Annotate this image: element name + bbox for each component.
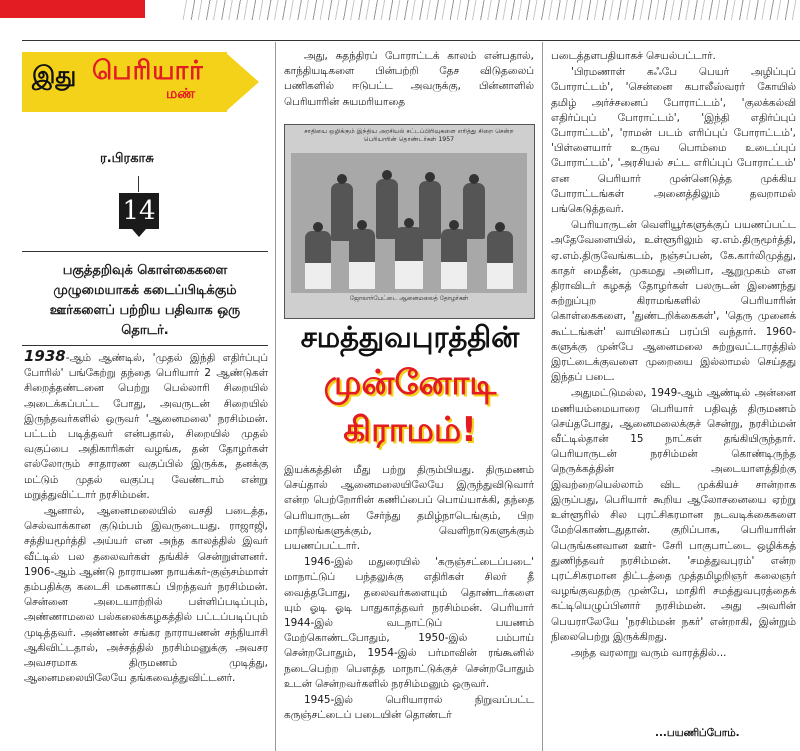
photo-caption-bottom: ஜோலார்பேட்டை ஆனைமலைத் தோழர்கள் [349,295,469,302]
paragraph: அந்த வரலாறு வரும் வாரத்தில்... [571,646,727,659]
paragraph: பெரியாருடன் வெளியூர்களுக்குப் பயணப்பட்ட அதேவேளையில், உள்ளூரிலும் ஏ.எம்.திருமூர்த்தி, ஏ.எம்.திருவேங்கடம், நஞ்சப்பன், கே.கார்லிமுத்து, காதர் மைதீன், முகமது அனிபா, ஆறுமுகம் என திராவிடர் கழகத் தோழர்கள் பலருடன் இணைந்து சுற்றுப்புற கிராமங்களில் பெரியாரின் கொள்கைகளை, 'துண்டறிக்கைகள்', 'தெரு முனைக் கூட்டங்கள்' வாயிலாகப் பரப்பி வந்தார். 1960-களுக்கு முன்பே ஆனைமலை சுற்றுவட்டாரத்தில் இரட்டைக்குவளை முறையை இல்லாமல் செய்தது இந்தப் படை. [551,219,796,384]
person-figure [349,229,375,289]
paragraph: ஆனால், ஆனைமலையில் வசதி படைத்த, செல்வாக்கான குடும்பம் இவருடையது. ராஜாஜி, சத்தியமூர்த்தி அய்யர் என அந்த காலத்தில் இவர் வீட்டில் பல தலைவர்கள் தங்கிச் சென்றுள்ளனர். 1906-ஆம் ஆண்டு நாராயண நாயக்கர்-குஞ்சம்மாள் தம்பதிக்கு கடைசி மகனாகப் பிறந்தவர் நரசிம்மன். சென்னை அடையாற்றில் பள்ளிப்படிப்பும், அண்ணாமலை பல்கலைக்கழகத்தில் பட்டப்படிப்பும் முடித்தவர். அண்ணன் சங்கர நாராயணன் சந்நியாசி ஆகிவிட்டதால், அச்சத்தில் நரசிம்மனுக்கு அவசர அவசரமாக திருமணம் முடித்து, ஆனைமலையிலேயே தங்கவைத்துவிட்டனர். [24,505,268,685]
sign-off: ...பயணிப்போம். [655,727,740,739]
headline-line-3: கிராமம்! [343,410,477,450]
top-strip [0,0,800,22]
headline-line-1: சமத்துவபுரத்தின் [300,320,520,354]
paragraph-text: -ஆம் ஆண்டில், 'முதல் இந்தி எதிர்ப்புப் போரில்' பங்கேற்று தந்தை பெரியார் 2 ஆண்டுகள் சிறைத்தண்டனை பெற்று பெல்லாரி சிறையில் அடைக்கப்பட்ட போது, அவருடன் சிறையில் இருந்தவர்களில் ஒருவர் 'ஆனைமலை' நரசிம்மன். பட்டம் படித்தவர் என்பதால், சிறையில் முதல் வகுப்பை அதிகாரிகள் வழங்க, தன் தோழர்கள் எல்லோரும் சாதாரண வகுப்பில் இருக்க, தனக்கு மட்டும் முதல் வகுப்பு வேண்டாம் என்று மறுத்துவிட்டார் நரசிம்மன். [24,352,268,501]
red-banner-block [0,0,145,18]
paragraph: 'பிரமணாள் கஃபே பெயர் அழிப்புப் போராட்டம்', 'சென்னை கபாலீஸ்வரர் கோயில் தமிழ் அர்ச்சனைப் போராட்டம்', 'குலக்கல்வி எதிர்ப்புப் போராட்டம்', 'இந்தி எதிர்ப்புப் போராட்டம்', 'ராமன் படம் எரிப்புப் போராட்டம்', 'பிள்ளையார் உருவ பொம்மை உடைப்புப் போராட்டம்', 'அரசியல் சட்ட எரிப்புப் போராட்டம்' என பெரியார் முன்னெடுத்த முக்கிய போராட்டங்கள் அனைத்திலும் தவறாமல் பங்கெடுத்தவர். [551,66,796,216]
episode-connector [138,176,139,192]
series-intro: பகுத்தறிவுக் கொள்கைகளை முழுமையாகக் கடைப்பிடிக்கும் ஊர்களைப் பற்றிய பதிவாக ஒரு தொடர். [49,263,241,338]
intro-top-rule [22,251,268,252]
person-figure [463,183,485,239]
paragraph: அது, சுதந்திரப் போராட்டக் காலம் என்பதால், காந்தியடிகளை பின்பற்றி தேச விடுதலைப் பணிகளில் ஈடுபட்ட அவருக்கு, பின்னாளில் பெரியாரின் சுயமரியாதை [284,50,534,108]
paragraph: அதுமட்டுமல்ல, 1949-ஆம் ஆண்டில் அன்னை மணியம்மையாரை பெரியார் பதிவுத் திருமணம் செய்தபோது, ஆனைமலைக்குச் சென்று, நரசிம்மன் வீட்டில்தான் 15 நாட்கள் தங்கியிருந்தார். பெரியாருடன் நரசிம்மன் கொண்டிருந்த நெருக்கத்தின் அடையாளத்திற்கு இவற்றையெல்லாம் விட முக்கியச் சான்றாக இருப்பது, பெரியார் கூறிய ஆலோசனையை ஏற்று உள்ளூரில் சில புரட்சிகரமான நடவடிக்கைகளை மேற்கொண்டதுதான். குறிப்பாக, பெரியாரின் பெருங்கனவான ஊர்- சேரி பாகுபாட்டை ஒழிக்கத் துணிந்தவர் நரசிம்மன். 'சமத்துவபுரம்' என்ற புரட்சிகரமான திட்டத்தை முத்தமிழறிஞர் கலைஞர் வழங்குவதற்கு முன்பே, மாதிரி சமத்துவபுரத்தைக் கட்டியெழுப்பினார் நரசிம்மன். அது அவரின் பெயராலேயே 'நரசிம்மன் நகர்' என்றாகி, இன்றும் நிலைபெற்று இருக்கிறது. [551,387,796,643]
headline-line-2: முன்னோடி [323,363,497,403]
person-figure [395,227,423,289]
photo-caption-top: சாதியை ஒழிக்கும் இந்திய அரசியல் சட்டப்பிரிவுகளை எரித்து சிறை சென்ற பெரியாரின் தொண்டர்கள் 1957 [304,128,514,143]
article-column-1 [24,349,268,687]
top-rule [22,40,800,41]
historic-group-photo [284,124,535,319]
column-divider-2 [542,42,543,751]
photo-scene [291,153,527,293]
header-illustration [180,0,800,20]
paragraph: 1945-இல் பெரியாரால் நிறுவப்பட்ட கருஞ்சட்டைப் படையின் தொண்டர் [284,694,534,722]
paragraph-year: 1938 [24,347,66,365]
column-divider-1 [275,42,276,751]
paragraph: படைத்தளபதியாகச் செயல்பட்டார். [551,50,716,62]
series-title-part3: மண் [166,86,196,102]
person-figure [305,231,331,289]
episode-number: 14 [119,193,159,229]
episode-pointer [132,229,146,237]
paragraph: 1946-இல் மதுரையில் 'கருஞ்சட்டைப்படை' மாநாட்டுப் பந்தலுக்கு எதிரிகள் சிலர் தீ வைத்தபோது, தலைவர்களையும் தொண்டர்களை யும் ஓடி ஓடி பாதுகாத்தவர் நரசிம்மன். பெரியார் 1944-இல் வடநாட்டுப் பயணம் மேற்கொண்டபோதும், 1950-இல் பம்பாய் சென்றபோதும், 1954-இல் பர்மாவின் ரங்கூனில் நடைபெற்ற பௌத்த மாநாட்டுக்குச் சென்றபோதும் உடன் சென்றவர்களில் நரசிம்மனும் ஒருவர். [284,556,534,690]
series-title-part1: இது [32,61,77,89]
series-title-part2: பெரியார் [92,56,204,86]
paragraph: இயக்கத்தின் மீது பற்று திரும்பியது. திருமணம் செய்தால் ஆனைமலையிலேயே இருந்துவிடுவார் என்ற பெற்றோரின் கணிப்பைப் பொய்யாக்கி, தந்தை பெரியாருடன் சேர்ந்து தமிழ்நாடெங்கும், பிற மாநிலங்களுக்கும், வெளிநாடுகளுக்கும் பயணப்பட்டார். [284,464,534,553]
article-column-2-top [284,49,534,111]
article-column-2-bottom [284,463,534,724]
person-figure [487,231,513,289]
intro-bottom-rule [22,345,268,346]
series-badge [22,52,262,112]
paragraph [24,349,268,503]
person-figure [441,229,467,289]
author-name: ர.பிரகாசு [100,151,154,166]
article-column-3 [551,49,796,662]
